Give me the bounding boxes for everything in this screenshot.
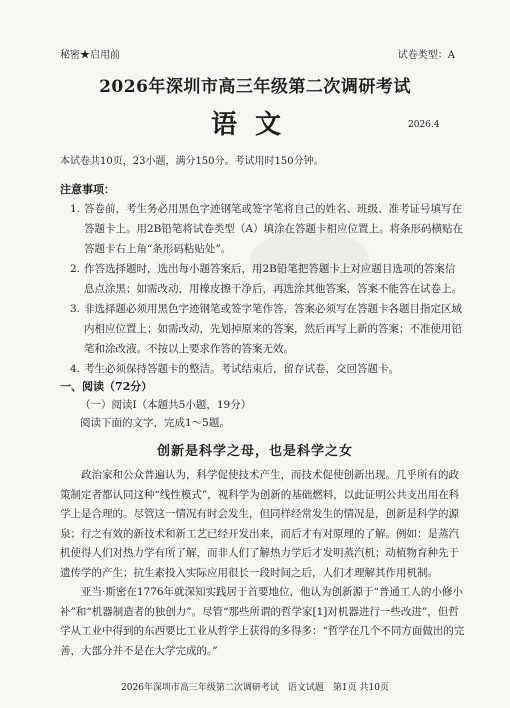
article-paragraph: 政治家和公众普遍认为，科学促使技术产生，而技术促使创新出现。几乎所有的政策制定者都认同这种“线性模式”，视科学为创新的基础燃料，以此证明公共支出用在科学上是合理的。尽管这一情况有时会发生，但同样经常发生的情况是，创新是科学的源泉；行之有效的新技术和新工艺已经开发出来，而后才有对原理的了解。例如：是蒸汽机使得人们对热力学有所了解，而非人们了解热力学后才发明蒸汽机；动植物育种先于遗传学的产生；抗生素投入实际应用很长一段时间之后，人们才理解其作用机制。 — [60, 469, 460, 579]
article-title: 创新是科学之母，也是科学之女 — [156, 444, 353, 459]
notice-item-number: 1. — [69, 203, 80, 215]
notice-item-text: 作答选择题时，选出每小题答案后，用2B铅笔把答题卡上对应题目选项的答案信息点涂黑；如需改动，用橡皮擦干净后，再选涂其他答案，答案不能答在试卷上。 — [84, 263, 462, 295]
article-paragraph: 亚当·斯密在1776年就深知实践居于首要地位，他认为创新源于“普通工人的小修小补”和“机器制造者的独创力”。尽管“那些所谓的哲学家[1]对机器进行一些改进”，但哲学从工业中得到的东西要比工业从哲学上获得的多得多：“哲学在几个不同方面做出的完善，大部分并不是在大学完成的。” — [60, 586, 465, 657]
exam-info: 本试卷共10页，23小题，满分150分。考试用时150分钟。 — [60, 156, 324, 167]
paper-type-label: 试卷类型：A — [397, 50, 455, 61]
section-heading: 一、阅读（72分） — [60, 380, 153, 393]
notice-item — [60, 359, 465, 379]
notice-item-text: 非选择题必须用黑色字迹钢笔或签字笔作答，答案必须写在答题卡各题目指定区域内相应位置上；如需改动，先划掉原来的答案，然后再写上新的答案；不准使用铅笔和涂改液。不按以上要求作答的答案无效。 — [84, 303, 462, 355]
article-body — [60, 466, 465, 661]
notice-list — [60, 199, 465, 379]
subject-title: 语文 — [210, 110, 299, 140]
notice-item-text: 考生必须保持答题卡的整洁。考试结束后，留存试卷，交回答题卡。 — [84, 363, 399, 375]
notice-item-text: 答卷前，考生务必用黑色字迹钢笔或签字笔将自己的姓名、班级、准考证号填写在答题卡上。用2B铅笔将试卷类型（A）填涂在答题卡相应位置上。将条形码横贴在答题卡右上角“条形码粘贴处”。 — [84, 203, 463, 255]
notice-item-number: 2. — [69, 263, 80, 275]
subsection-heading: （一）阅读Ⅰ（本题共5小题，19分） — [80, 399, 252, 411]
page-footer: 2026年深圳市高三年级第二次调研考试 语文试题 第1页 共10页 — [121, 683, 389, 693]
notice-heading: 注意事项： — [60, 183, 115, 196]
notice-item — [60, 299, 465, 359]
secret-label: 秘密★启用前 — [60, 50, 120, 61]
notice-item — [60, 199, 465, 259]
reading-instruction: 阅读下面的文字，完成1～5题。 — [80, 417, 230, 429]
exam-title: 2026年深圳市高三年级第二次调研考试 — [99, 77, 411, 97]
exam-date: 2026.4 — [408, 120, 440, 130]
notice-item-number: 4. — [69, 363, 80, 375]
notice-item — [60, 259, 465, 299]
notice-item-number: 3. — [69, 303, 80, 315]
